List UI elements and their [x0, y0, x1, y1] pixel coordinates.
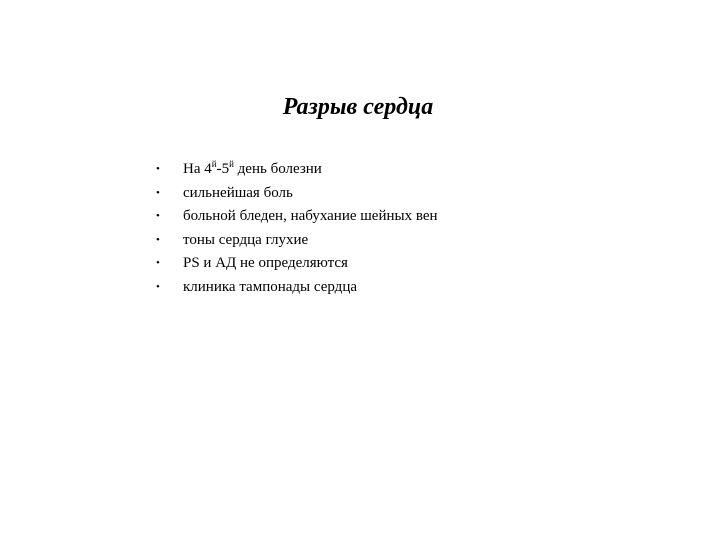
bullet-dot-icon: •: [156, 163, 160, 175]
bullet-dot-icon: •: [156, 186, 160, 199]
bullet-text-part: клиника тампонады сердца: [183, 278, 358, 295]
bullet-text: [183, 182, 293, 206]
bullet-superscript: й: [211, 159, 217, 169]
bullet-dot-icon: •: [156, 210, 160, 222]
bullet-text-part: На 4: [183, 161, 212, 177]
slide-title: Разрыв сердца: [282, 94, 434, 120]
bullet-superscript: й: [229, 159, 234, 169]
bullet-text-part: тоны сердца глухие: [183, 231, 309, 248]
bullet-text-part: -5: [216, 161, 230, 177]
bullet-text: [183, 158, 322, 182]
bullet-dot-icon: •: [156, 257, 160, 269]
bullet-text: [183, 205, 438, 229]
bullet-text: [183, 252, 348, 276]
bullet-text-part: PS и АД не определяются: [183, 255, 348, 271]
bullet-dot-icon: •: [156, 280, 160, 293]
bullet-text: [183, 276, 357, 300]
bullet-text-part: больной бледен, набухание шейных вен: [183, 208, 438, 224]
bullet-text-part: сильнейшая боль: [183, 184, 293, 201]
bullet-text: [183, 229, 308, 253]
bullet-text-part: день болезни: [233, 161, 322, 177]
bullet-dot-icon: •: [156, 233, 160, 246]
